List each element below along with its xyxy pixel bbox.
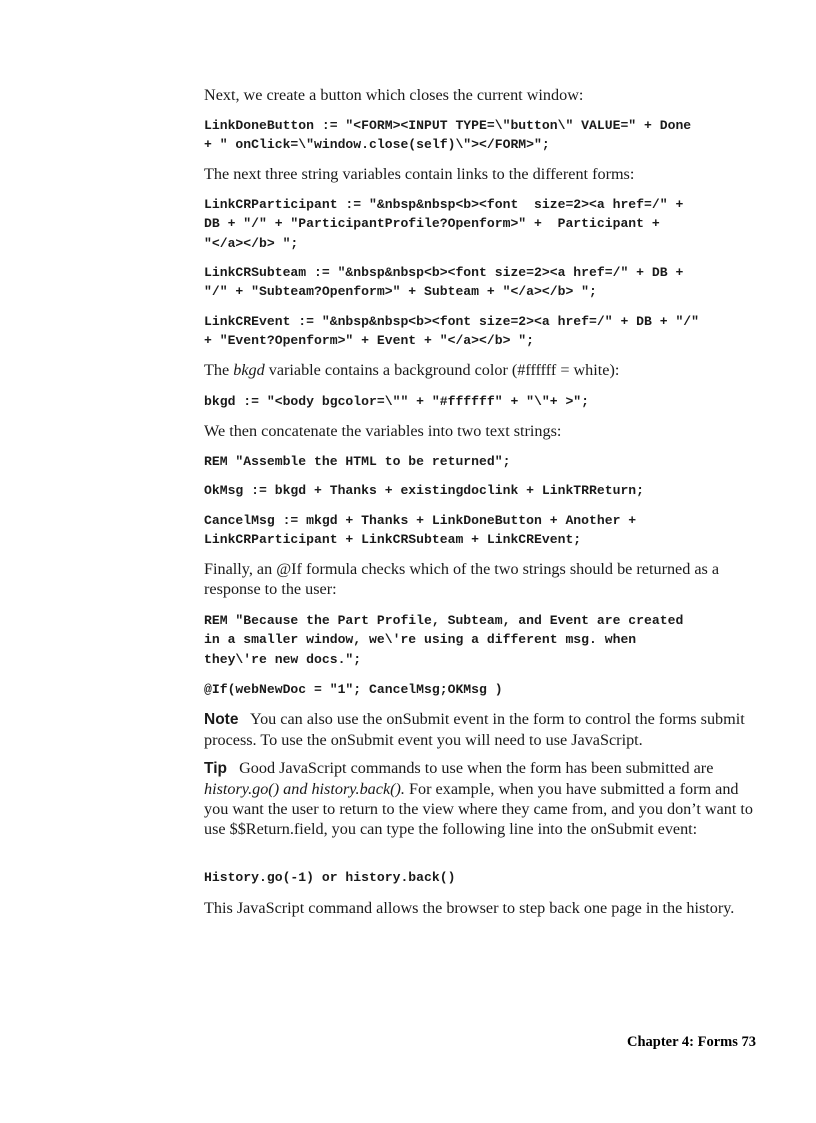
code-if-formula: @If(webNewDoc = "1"; CancelMsg;OKMsg ) [204, 682, 503, 697]
code-history: History.go(-1) or history.back() [204, 870, 456, 885]
intro-done-paragraph: Next, we create a button which closes the current window: [204, 86, 584, 104]
code-link-done-button: LinkDoneButton := "<FORM><INPUT TYPE=\"button\" VALUE=" + Done + " onClick=\"window.close(self)\"></FORM>"; [204, 118, 692, 153]
closing-paragraph: This JavaScript command allows the browser to step back one page in the history. [204, 899, 735, 917]
code-rem-because: REM "Because the Part Profile, Subteam, and Event are created in a smaller window, we\'re using a different msg. when they\'re new docs."; [204, 613, 684, 667]
code-rem-assemble: REM "Assemble the HTML to be returned"; [204, 454, 511, 469]
code-bkgd: bkgd := "<body bgcolor=\"" + "#ffffff" + "\"+ >"; [204, 394, 590, 409]
intro-if-paragraph: Finally, an @If formula checks which of the two strings should be returned as a response to the user: [204, 560, 720, 598]
code-cancelmsg: CancelMsg := mkgd + Thanks + LinkDoneButton + Another + LinkCRParticipant + LinkCRSubteam + LinkCREvent; [204, 513, 637, 548]
note-label: Note [204, 711, 239, 728]
note-paragraph: Note You can also use the onSubmit event in the form to control the forms submit process. To use the onSubmit event you will need to use JavaScript. [204, 710, 745, 749]
bkgd-variable-name: bkgd [233, 361, 265, 379]
intro-links-paragraph: The next three string variables contain links to the different forms: [204, 165, 635, 183]
tip-paragraph: Tip Good JavaScript commands to use when the form has been submitted are history.go() and history.back(). For example, when you have submitted a form and you want the user to return to the view where they came from, and you don’t want to use $$Return.field, you can type the following line into the onSubmit event: [204, 759, 754, 838]
intro-concat-paragraph: We then concatenate the variables into two text strings: [204, 422, 562, 440]
tip-label: Tip [204, 760, 227, 777]
code-link-cr-participant: LinkCRParticipant := "&nbsp&nbsp<b><font size=2><a href=/" + DB + "/" + "ParticipantProfile?Openform>" + Participant + "</a></b> "; [204, 197, 684, 251]
code-link-cr-subteam: LinkCRSubteam := "&nbsp&nbsp<b><font size=2><a href=/" + DB + "/" + "Subteam?Openform>" + Subteam + "</a></b> "; [204, 265, 684, 300]
page-footer: Chapter 4: Forms 73 [626, 1034, 756, 1050]
code-okmsg: OkMsg := bkgd + Thanks + existingdoclink + LinkTRReturn; [204, 483, 645, 498]
bkgd-paragraph: The bkgd variable contains a background color (#ffffff = white): [204, 361, 620, 379]
code-link-cr-event: LinkCREvent := "&nbsp&nbsp<b><font size=2><a href=/" + DB + "/" + "Event?Openform>" + Event + "</a></b> "; [204, 314, 700, 349]
